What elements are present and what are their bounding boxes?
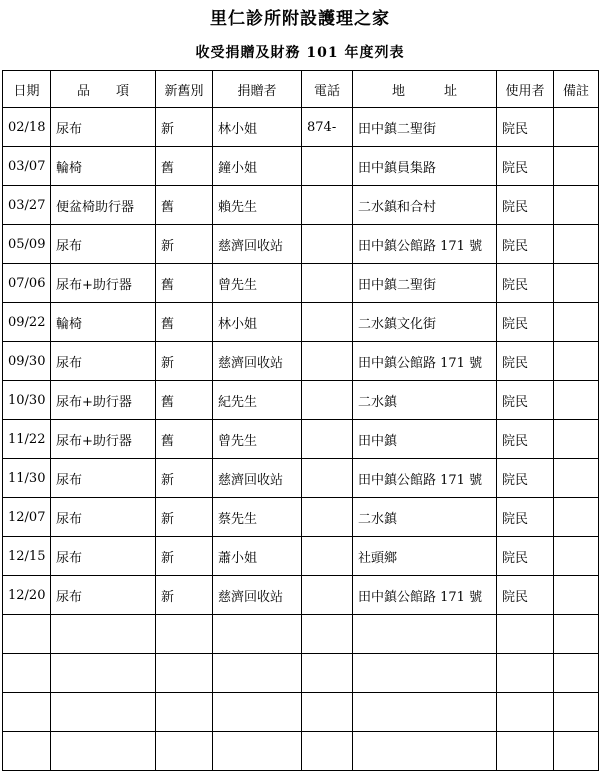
cell-phone (302, 693, 353, 732)
cell-address: 社頭鄉 (353, 537, 497, 576)
cell-condition (156, 615, 213, 654)
cell-phone: 874- (302, 108, 353, 147)
cell-address: 二水鎮和合村 (353, 186, 497, 225)
cell-note (554, 108, 599, 147)
cell-condition: 舊 (156, 147, 213, 186)
cell-date: 09/22 (3, 303, 51, 342)
cell-item: 尿布 (51, 498, 156, 537)
cell-address (353, 615, 497, 654)
cell-note (554, 342, 599, 381)
cell-address: 田中鎮二聖街 (353, 108, 497, 147)
cell-user: 院民 (497, 264, 554, 303)
cell-date: 12/07 (3, 498, 51, 537)
cell-address: 田中鎮公館路 171 號 (353, 342, 497, 381)
cell-condition: 舊 (156, 303, 213, 342)
cell-donor: 賴先生 (213, 186, 302, 225)
cell-item: 尿布 (51, 342, 156, 381)
cell-condition (156, 654, 213, 693)
cell-phone (302, 537, 353, 576)
header-note: 備註 (554, 71, 599, 108)
cell-phone (302, 576, 353, 615)
cell-user: 院民 (497, 459, 554, 498)
cell-user: 院民 (497, 537, 554, 576)
cell-note (554, 732, 599, 771)
cell-date (3, 732, 51, 771)
cell-phone (302, 654, 353, 693)
cell-note (554, 381, 599, 420)
cell-phone (302, 459, 353, 498)
header-donor: 捐贈者 (213, 71, 302, 108)
header-condition: 新舊別 (156, 71, 213, 108)
cell-date: 11/30 (3, 459, 51, 498)
table-row (3, 225, 599, 264)
cell-donor: 紀先生 (213, 381, 302, 420)
cell-date (3, 654, 51, 693)
table-row (3, 576, 599, 615)
cell-note (554, 537, 599, 576)
cell-donor: 蕭小姐 (213, 537, 302, 576)
cell-address: 二水鎮文化街 (353, 303, 497, 342)
table-row (3, 498, 599, 537)
cell-address: 田中鎮 (353, 420, 497, 459)
cell-date: 03/27 (3, 186, 51, 225)
cell-date: 02/18 (3, 108, 51, 147)
donation-table (2, 70, 599, 771)
header-date: 日期 (3, 71, 51, 108)
cell-user: 院民 (497, 186, 554, 225)
cell-phone (302, 381, 353, 420)
cell-note (554, 147, 599, 186)
header-item: 品 項 (51, 71, 156, 108)
header-phone: 電話 (302, 71, 353, 108)
cell-donor: 鐘小姐 (213, 147, 302, 186)
table-row (3, 147, 599, 186)
table-row (3, 342, 599, 381)
header-user: 使用者 (497, 71, 554, 108)
cell-note (554, 264, 599, 303)
cell-donor (213, 654, 302, 693)
table-row (3, 654, 599, 693)
cell-condition: 新 (156, 459, 213, 498)
cell-note (554, 420, 599, 459)
cell-note (554, 693, 599, 732)
cell-user: 院民 (497, 576, 554, 615)
cell-phone (302, 147, 353, 186)
cell-address: 田中鎮二聖街 (353, 264, 497, 303)
cell-donor: 林小姐 (213, 303, 302, 342)
cell-item: 尿布 (51, 537, 156, 576)
cell-address: 田中鎮公館路 171 號 (353, 576, 497, 615)
cell-condition: 新 (156, 537, 213, 576)
cell-user: 院民 (497, 303, 554, 342)
cell-donor: 慈濟回收站 (213, 225, 302, 264)
cell-date (3, 693, 51, 732)
cell-date: 07/06 (3, 264, 51, 303)
cell-item: 尿布+助行器 (51, 264, 156, 303)
cell-condition: 舊 (156, 264, 213, 303)
cell-condition: 舊 (156, 420, 213, 459)
cell-note (554, 459, 599, 498)
cell-phone (302, 420, 353, 459)
cell-address: 田中鎮公館路 171 號 (353, 225, 497, 264)
cell-item: 輪椅 (51, 303, 156, 342)
cell-phone (302, 342, 353, 381)
cell-user (497, 615, 554, 654)
cell-note (554, 498, 599, 537)
cell-donor: 曾先生 (213, 264, 302, 303)
cell-item (51, 693, 156, 732)
table-row (3, 459, 599, 498)
cell-date: 11/22 (3, 420, 51, 459)
cell-address: 二水鎮 (353, 498, 497, 537)
cell-address (353, 732, 497, 771)
cell-phone (302, 732, 353, 771)
cell-date: 05/09 (3, 225, 51, 264)
cell-item (51, 615, 156, 654)
cell-donor: 蔡先生 (213, 498, 302, 537)
cell-note (554, 186, 599, 225)
cell-donor (213, 615, 302, 654)
cell-address: 二水鎮 (353, 381, 497, 420)
cell-user: 院民 (497, 108, 554, 147)
cell-date: 10/30 (3, 381, 51, 420)
cell-condition: 舊 (156, 381, 213, 420)
cell-date: 03/07 (3, 147, 51, 186)
cell-phone (302, 498, 353, 537)
cell-donor: 林小姐 (213, 108, 302, 147)
document-subtitle: 收受捐贈及財務 101 年度列表 (195, 45, 405, 61)
cell-phone (302, 615, 353, 654)
cell-condition (156, 693, 213, 732)
table-row (3, 108, 599, 147)
cell-date: 12/20 (3, 576, 51, 615)
cell-item: 輪椅 (51, 147, 156, 186)
cell-condition: 新 (156, 498, 213, 537)
table-row (3, 537, 599, 576)
table-row (3, 615, 599, 654)
cell-note (554, 303, 599, 342)
cell-note (554, 576, 599, 615)
cell-donor: 慈濟回收站 (213, 459, 302, 498)
cell-phone (302, 225, 353, 264)
cell-user: 院民 (497, 342, 554, 381)
cell-date: 09/30 (3, 342, 51, 381)
table-row (3, 264, 599, 303)
cell-item: 尿布 (51, 108, 156, 147)
cell-user: 院民 (497, 225, 554, 264)
header-address: 地 址 (353, 71, 497, 108)
cell-user: 院民 (497, 147, 554, 186)
table-row (3, 381, 599, 420)
cell-item: 尿布 (51, 576, 156, 615)
table-row (3, 420, 599, 459)
cell-item (51, 654, 156, 693)
cell-address (353, 693, 497, 732)
cell-item: 尿布 (51, 459, 156, 498)
cell-date: 12/15 (3, 537, 51, 576)
cell-date (3, 615, 51, 654)
cell-condition (156, 732, 213, 771)
cell-note (554, 225, 599, 264)
table-row (3, 303, 599, 342)
cell-item: 尿布 (51, 225, 156, 264)
cell-condition: 舊 (156, 186, 213, 225)
table-row (3, 693, 599, 732)
cell-condition: 新 (156, 225, 213, 264)
table-body (3, 108, 599, 771)
cell-user: 院民 (497, 381, 554, 420)
cell-phone (302, 186, 353, 225)
cell-donor: 慈濟回收站 (213, 342, 302, 381)
cell-donor: 慈濟回收站 (213, 576, 302, 615)
cell-user (497, 693, 554, 732)
cell-user: 院民 (497, 420, 554, 459)
table-header-row (3, 71, 599, 108)
cell-address: 田中鎮公館路 171 號 (353, 459, 497, 498)
cell-phone (302, 303, 353, 342)
cell-item: 便盆椅助行器 (51, 186, 156, 225)
table-row (3, 186, 599, 225)
cell-donor: 曾先生 (213, 420, 302, 459)
cell-condition: 新 (156, 576, 213, 615)
cell-user (497, 654, 554, 693)
cell-note (554, 654, 599, 693)
cell-address: 田中鎮員集路 (353, 147, 497, 186)
table-row (3, 732, 599, 771)
cell-condition: 新 (156, 108, 213, 147)
cell-donor (213, 693, 302, 732)
document-title: 里仁診所附設護理之家 (210, 9, 390, 29)
cell-item: 尿布+助行器 (51, 381, 156, 420)
cell-user (497, 732, 554, 771)
cell-phone (302, 264, 353, 303)
cell-user: 院民 (497, 498, 554, 537)
cell-donor (213, 732, 302, 771)
cell-address (353, 654, 497, 693)
cell-condition: 新 (156, 342, 213, 381)
cell-item (51, 732, 156, 771)
cell-item: 尿布+助行器 (51, 420, 156, 459)
cell-note (554, 615, 599, 654)
